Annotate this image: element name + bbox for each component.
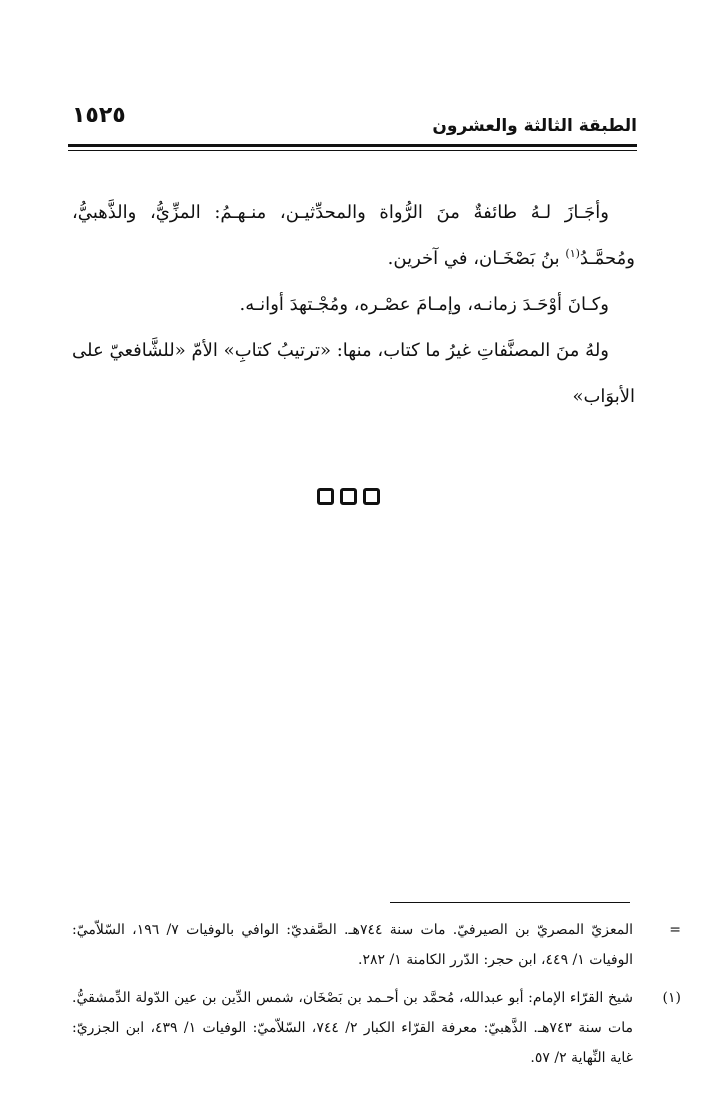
footnote-1-mark: (١) [662,990,681,1006]
paragraph-2: وكـانَ أوْحَـدَ زمانـه، وإمـامَ عصْـره، ومُجْـتهدَ أوانـه. [239,294,609,315]
footnote-1-text: شيخ القرّاء الإمام: أبو عبدالله، مُحمَّد بن أحـمد بن بَصْخَان، شمس الدِّين بن عين الدّولة الدِّمشقيُّ. مات سنة ٧٤٣هـ. الذَّهبيّ: معرفة القرّاء الكبار ٢/ ٧٤٤، السّلاّميّ: الوفيات ١/ ٤٣٩، ابن الجزريّ: غاية النِّهاية ٢/ ٥٧. [72,990,634,1066]
header-rule-thin [68,150,637,151]
paragraph-3: ولهُ منَ المصنَّفاتِ غيرُ ما كتاب، منها: «ترتيبُ كتابِ» الأمّ «للشَّافعيّ على الأبوَاب» [72,340,635,407]
page-number: ١٥٢٥ [72,103,126,128]
footnote-1 [72,983,681,1073]
section-separator [317,488,387,508]
paragraph-1-part-b: ومُحمَّـدُ [579,248,635,269]
footnote-continued-mark: = [669,922,681,938]
footnote-continued-text: المعزيّ المصريّ بن الصيرفيّ. مات سنة ٧٤٤هـ. الصَّفديّ: الوافي بالوفيات ٧/ ١٩٦، السّلاّميّ: الوفيات ١/ ٤٤٩، ابن حجر: الدّرر الكامنة ١/ ٢٨٢. [72,922,633,968]
footnote-ref-1[interactable]: (١) [565,247,580,260]
separator-box-icon [340,488,357,505]
body-text [72,190,635,420]
footnote-rule [390,902,630,903]
footnote-continued [72,915,681,975]
paragraph-1-part-c: بنُ بَصْخَـان، في آخرين. [387,248,566,269]
paragraph-1-part-a: وأجَـازَ لـهُ طائفةٌ منَ الرُّواة والمحدِّثيـن، منـهـمُ: المزِّيُّ، والذَّهبيُّ، [72,202,609,223]
separator-box-icon [317,488,334,505]
paragraph-1 [72,190,635,282]
running-title: الطبقة الثالثة والعشرون [432,116,637,136]
separator-box-icon [363,488,380,505]
header-rule-thick [68,144,637,147]
